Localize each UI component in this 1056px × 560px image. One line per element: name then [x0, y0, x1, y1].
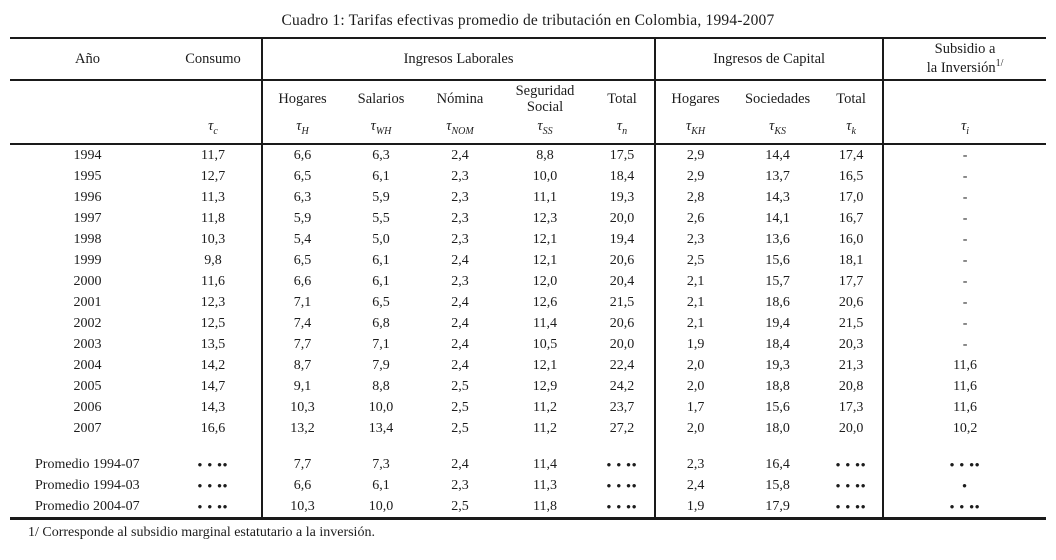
value-cell: -: [883, 334, 1046, 355]
summary-row: [10, 454, 1046, 475]
column-header-consumo: Consumo: [165, 38, 262, 80]
tau-symbol-k: $\tau_k$: [820, 118, 883, 144]
value-cell: 2,1: [655, 313, 735, 334]
value-cell: 18,4: [765, 336, 790, 352]
value-cell: 19,3: [765, 357, 790, 373]
value-cell: 7,4: [262, 313, 342, 334]
empty-cell: [820, 439, 883, 454]
value-cell: 2,1: [655, 292, 735, 313]
year-cell: 2004: [73, 357, 102, 373]
table-row: [10, 397, 1046, 418]
tau-symbol-SS: $\tau_{SS}$: [500, 118, 590, 144]
value-cell: 1,9: [655, 334, 735, 355]
value-cell: 2,9: [655, 144, 735, 166]
table-row: [10, 376, 1046, 397]
value-cell: 23,7: [609, 399, 635, 415]
value-cell: 12,3: [200, 294, 226, 310]
value-cell: 12,6: [532, 294, 558, 310]
value-cell: 21,5: [838, 315, 864, 331]
value-cell: 16,5: [838, 168, 864, 184]
value-cell: -: [883, 229, 1046, 250]
value-cell: 18,1: [838, 252, 864, 268]
value-cell: 20,8: [838, 378, 864, 394]
value-cell: • • ••: [820, 496, 883, 519]
value-cell: 11,6: [883, 355, 1046, 376]
year-cell: 2003: [73, 336, 102, 352]
value-cell: -: [883, 166, 1046, 187]
value-cell: -: [883, 292, 1046, 313]
value-cell: 14,7: [200, 378, 226, 394]
value-cell: 11,7: [201, 147, 225, 163]
value-cell: 7,1: [372, 336, 390, 352]
value-cell: 11,3: [533, 477, 557, 493]
value-cell: 2,1: [655, 271, 735, 292]
value-cell: 12,1: [532, 252, 558, 268]
value-cell: 18,0: [765, 420, 790, 436]
subheader-total-laborales: Total: [607, 90, 637, 107]
year-cell: 1999: [73, 252, 102, 268]
value-cell: 2,5: [451, 378, 469, 394]
value-cell: 20,0: [838, 420, 864, 436]
value-cell: 18,8: [765, 378, 790, 394]
value-cell: 27,2: [609, 420, 635, 436]
value-cell: 18,6: [765, 294, 790, 310]
value-cell: 12,1: [532, 231, 558, 247]
tau-symbol-KS: $\tau_{KS}$: [735, 118, 820, 144]
value-cell: 2,4: [451, 147, 469, 163]
value-cell: -: [883, 144, 1046, 166]
value-cell: 2,8: [655, 187, 735, 208]
value-cell: 13,5: [200, 336, 226, 352]
value-cell: • • ••: [883, 496, 1046, 519]
value-cell: 10,0: [368, 399, 394, 415]
year-cell: 1998: [73, 231, 102, 247]
value-cell: 17,0: [838, 189, 864, 205]
value-cell: 1,7: [655, 397, 735, 418]
value-cell: -: [883, 250, 1046, 271]
year-cell: 2007: [73, 420, 102, 436]
value-cell: • • ••: [197, 456, 229, 472]
value-cell: 6,5: [262, 250, 342, 271]
year-cell: 1994: [73, 147, 102, 163]
value-cell: 10,0: [532, 168, 558, 184]
value-cell: 6,1: [372, 273, 390, 289]
value-cell: 9,1: [262, 376, 342, 397]
value-cell: 14,1: [765, 210, 790, 226]
value-cell: 10,3: [262, 496, 342, 519]
subheader-salarios: Salarios: [357, 90, 405, 107]
value-cell: 21,5: [609, 294, 635, 310]
value-cell: • • ••: [835, 456, 867, 472]
value-cell: 21,3: [838, 357, 864, 373]
value-cell: 16,6: [200, 420, 226, 436]
value-cell: 20,3: [838, 336, 864, 352]
subheader-sociedades: Sociedades: [744, 90, 811, 107]
value-cell: 11,6: [883, 397, 1046, 418]
value-cell: 19,3: [609, 189, 635, 205]
year-cell: 1996: [73, 189, 102, 205]
subheader-hogares-laborales: Hogares: [262, 80, 342, 118]
value-cell: 12,1: [532, 357, 558, 373]
group-header-ingresos-laborales: Ingresos Laborales: [262, 38, 655, 80]
value-cell: 6,1: [372, 168, 390, 184]
table-footnote: 1/ Corresponde al subsidio marginal estatutario a la inversión.: [28, 525, 375, 540]
value-cell: 2,3: [451, 168, 469, 184]
empty-cell: [342, 439, 420, 454]
value-cell: 6,5: [372, 294, 390, 310]
value-cell: -: [883, 313, 1046, 334]
value-cell: 6,5: [262, 166, 342, 187]
value-cell: 2,0: [655, 355, 735, 376]
value-cell: 6,3: [262, 187, 342, 208]
value-cell: 17,5: [609, 147, 635, 163]
value-cell: 15,8: [765, 477, 790, 493]
footnote-marker: 1/: [995, 58, 1004, 70]
value-cell: 2,5: [451, 420, 469, 436]
value-cell: 2,4: [451, 315, 469, 331]
table-row: [10, 250, 1046, 271]
value-cell: 5,5: [372, 210, 390, 226]
tau-symbol-KH: $\tau_{KH}$: [655, 118, 735, 144]
table-row: [10, 313, 1046, 334]
table-row: [10, 271, 1046, 292]
empty-cell: [165, 439, 262, 454]
year-cell: 1997: [73, 210, 102, 226]
value-cell: 12,0: [532, 273, 558, 289]
year-cell: 2000: [73, 273, 102, 289]
effective-tax-rates-table: [10, 37, 1046, 520]
value-cell: 11,8: [500, 496, 590, 519]
empty-cell: [655, 439, 735, 454]
value-cell: 11,2: [533, 399, 557, 415]
value-cell: 7,7: [262, 334, 342, 355]
value-cell: • • ••: [165, 496, 262, 519]
empty-cell: [10, 118, 165, 144]
table-row: [10, 334, 1046, 355]
value-cell: 11,6: [201, 273, 225, 289]
value-cell: 12,3: [532, 210, 558, 226]
value-cell: 10,2: [883, 418, 1046, 439]
value-cell: 20,0: [609, 336, 635, 352]
value-cell: 14,3: [765, 189, 790, 205]
value-cell: 6,6: [262, 271, 342, 292]
value-cell: 8,8: [372, 378, 390, 394]
empty-cell: [165, 80, 262, 118]
value-cell: 17,9: [735, 496, 820, 519]
value-cell: 11,3: [201, 189, 225, 205]
value-cell: -: [883, 208, 1046, 229]
subheader-total-capital: Total: [836, 90, 866, 107]
table-row: [10, 229, 1046, 250]
value-cell: 7,7: [262, 454, 342, 475]
value-cell: 11,8: [201, 210, 225, 226]
header-row-groups: [10, 38, 1046, 80]
value-cell: 2,4: [451, 357, 469, 373]
value-cell: 2,3: [451, 210, 469, 226]
summary-row: [10, 475, 1046, 496]
spacer-row: [10, 439, 1046, 454]
year-cell: 2002: [73, 315, 102, 331]
empty-cell: [590, 439, 655, 454]
value-cell: 2,3: [451, 231, 469, 247]
empty-cell: [500, 439, 590, 454]
table-row: [10, 208, 1046, 229]
value-cell: •: [883, 475, 1046, 496]
value-cell: • • ••: [883, 454, 1046, 475]
value-cell: 13,7: [765, 168, 790, 184]
value-cell: 10,3: [262, 397, 342, 418]
value-cell: 2,3: [655, 229, 735, 250]
table-row: [10, 144, 1046, 166]
empty-cell: [10, 80, 165, 118]
value-cell: 17,3: [838, 399, 864, 415]
row-label: Promedio 1994-07: [35, 456, 140, 472]
tau-symbol-i: $\tau_i$: [883, 118, 1046, 144]
value-cell: • • ••: [606, 456, 638, 472]
value-cell: 13,2: [262, 418, 342, 439]
value-cell: • • ••: [590, 496, 655, 519]
value-cell: 1,9: [655, 496, 735, 519]
value-cell: -: [883, 271, 1046, 292]
value-cell: 5,0: [372, 231, 390, 247]
value-cell: 2,9: [655, 166, 735, 187]
value-cell: 16,4: [765, 456, 790, 472]
tau-symbol-NOM: $\tau_{NOM}$: [420, 118, 500, 144]
value-cell: 14,3: [200, 399, 226, 415]
value-cell: 2,0: [655, 376, 735, 397]
value-cell: 2,3: [451, 273, 469, 289]
group-header-ingresos-capital: Ingresos de Capital: [655, 38, 883, 80]
value-cell: 12,9: [532, 378, 558, 394]
value-cell: 20,6: [609, 315, 635, 331]
value-cell: 11,4: [533, 456, 557, 472]
value-cell: 2,0: [655, 418, 735, 439]
value-cell: 20,4: [609, 273, 635, 289]
value-cell: 8,8: [536, 147, 554, 163]
value-cell: 16,7: [838, 210, 864, 226]
header-row-tau-symbols: [10, 118, 1046, 144]
row-label: Promedio 1994-03: [35, 477, 140, 493]
paper-table-page: [0, 12, 1056, 560]
value-cell: 18,4: [609, 168, 635, 184]
subheader-hogares-capital: Hogares: [655, 80, 735, 118]
value-cell: 2,3: [451, 189, 469, 205]
empty-cell: [420, 439, 500, 454]
empty-cell: [10, 439, 165, 454]
table-body: [10, 144, 1046, 519]
value-cell: 14,2: [200, 357, 226, 373]
value-cell: 17,4: [838, 147, 864, 163]
value-cell: 7,1: [262, 292, 342, 313]
value-cell: 2,5: [420, 496, 500, 519]
value-cell: 10,0: [342, 496, 420, 519]
value-cell: 20,0: [609, 210, 635, 226]
header-row-subcolumns: [10, 80, 1046, 118]
value-cell: 5,9: [372, 189, 390, 205]
empty-cell: [883, 80, 1046, 118]
value-cell: 2,5: [451, 399, 469, 415]
year-cell: 2001: [73, 294, 102, 310]
value-cell: 11,2: [533, 420, 557, 436]
value-cell: 11,1: [533, 189, 557, 205]
value-cell: 6,3: [372, 147, 390, 163]
value-cell: 2,4: [655, 475, 735, 496]
table-row: [10, 355, 1046, 376]
value-cell: 19,4: [765, 315, 790, 331]
empty-cell: [883, 439, 1046, 454]
table-row: [10, 166, 1046, 187]
value-cell: 12,5: [200, 315, 226, 331]
table-row: [10, 418, 1046, 439]
value-cell: 2,4: [451, 336, 469, 352]
table-title: Cuadro 1: Tarifas efectivas promedio de tributación en Colombia, 1994-2007: [281, 12, 775, 29]
tau-symbol-c: $\tau_c$: [165, 118, 262, 144]
value-cell: 12,7: [200, 168, 226, 184]
value-cell: 20,6: [609, 252, 635, 268]
empty-cell: [262, 439, 342, 454]
value-cell: 6,1: [372, 477, 390, 493]
value-cell: 22,4: [609, 357, 635, 373]
value-cell: 10,3: [200, 231, 226, 247]
value-cell: • • ••: [835, 477, 867, 493]
value-cell: 7,9: [372, 357, 390, 373]
value-cell: 8,7: [262, 355, 342, 376]
value-cell: 2,4: [451, 294, 469, 310]
value-cell: 15,7: [765, 273, 790, 289]
value-cell: 2,5: [655, 250, 735, 271]
tau-symbol-n: $\tau_n$: [590, 118, 655, 144]
value-cell: 6,8: [372, 315, 390, 331]
value-cell: 20,6: [838, 294, 864, 310]
value-cell: 9,8: [204, 252, 222, 268]
value-cell: 6,1: [372, 252, 390, 268]
value-cell: 19,4: [609, 231, 635, 247]
table-row: [10, 292, 1046, 313]
value-cell: 2,4: [451, 252, 469, 268]
value-cell: 2,4: [451, 456, 469, 472]
subheader-seguridad-social: Seguridad Social: [515, 83, 575, 115]
value-cell: 2,3: [451, 477, 469, 493]
value-cell: -: [883, 187, 1046, 208]
row-label: Promedio 2004-07: [10, 496, 165, 519]
value-cell: 2,6: [655, 208, 735, 229]
group-header-subsidio-inversion: Subsidio a la Inversión$^{1/}$: [883, 38, 1046, 80]
value-cell: 6,6: [262, 475, 342, 496]
value-cell: 11,4: [533, 315, 557, 331]
value-cell: 15,6: [765, 399, 790, 415]
value-cell: 14,4: [765, 147, 790, 163]
table-row: [10, 187, 1046, 208]
value-cell: 16,0: [838, 231, 864, 247]
value-cell: 7,3: [372, 456, 390, 472]
value-cell: 13,4: [368, 420, 394, 436]
empty-cell: [735, 439, 820, 454]
tau-symbol-WH: $\tau_{WH}$: [342, 118, 420, 144]
subheader-nomina: Nómina: [436, 90, 484, 107]
year-cell: 2005: [73, 378, 102, 394]
column-header-ano: Año: [10, 38, 165, 80]
value-cell: 15,6: [765, 252, 790, 268]
value-cell: • • ••: [197, 477, 229, 493]
value-cell: 2,3: [655, 454, 735, 475]
summary-row: [10, 496, 1046, 519]
value-cell: 24,2: [609, 378, 635, 394]
value-cell: 10,5: [532, 336, 558, 352]
year-cell: 1995: [73, 168, 102, 184]
tau-symbol-H: $\tau_H$: [262, 118, 342, 144]
value-cell: 11,6: [883, 376, 1046, 397]
value-cell: • • ••: [606, 477, 638, 493]
value-cell: 17,7: [838, 273, 864, 289]
value-cell: 5,4: [262, 229, 342, 250]
value-cell: 5,9: [262, 208, 342, 229]
value-cell: 13,6: [765, 231, 790, 247]
year-cell: 2006: [73, 399, 102, 415]
value-cell: 6,6: [262, 144, 342, 166]
